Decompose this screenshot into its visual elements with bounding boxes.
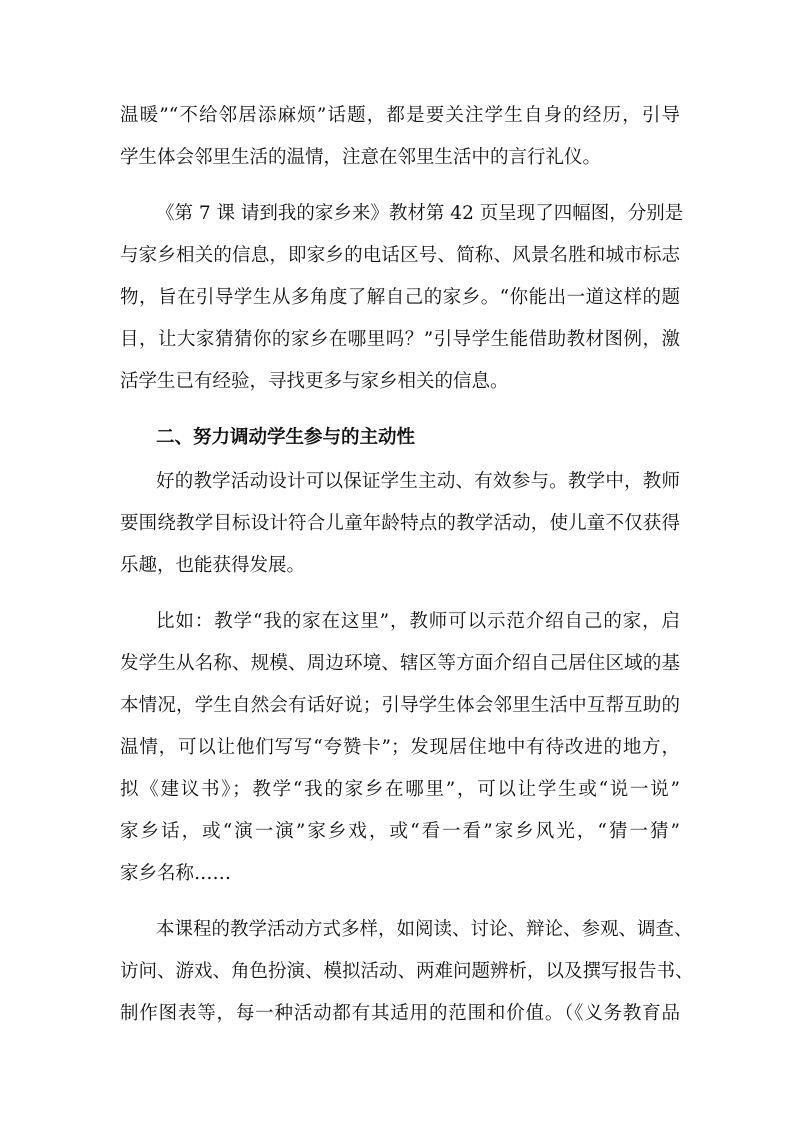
paragraph-line: 本情况，学生自然会有话好说；引导学生体会邻里生活中互帮互助的 [120, 695, 680, 716]
paragraph-line: 访问、游戏、角色扮演、模拟活动、两难问题辨析，以及撰写报告书、 [120, 961, 694, 982]
paragraph-line: 要围绕教学目标设计符合儿童年龄特点的教学活动，使儿童不仅获得 [120, 513, 680, 534]
paragraph-line: 制作图表等，每一种活动都有其适用的范围和价值。（《义务教育品 [120, 1003, 680, 1024]
paragraph-line: 活学生已有经验，寻找更多与家乡相关的信息。 [120, 371, 509, 392]
paragraph-line: 与家乡相关的信息，即家乡的电话区号、简称、风景名胜和城市标志 [120, 245, 680, 266]
paragraph-line: 物，旨在引导学生从多角度了解自己的家乡。“你能出一道这样的题 [120, 287, 680, 308]
paragraph-line: 目，让大家猜猜你的家乡在哪里吗？”引导学生能借助教材图例，激 [120, 329, 680, 350]
section-heading: 二、努力调动学生参与的主动性 [156, 427, 416, 448]
paragraph-line: 《第 7 课 请到我的家乡来》教材第 42 页呈现了四幅图，分别是 [156, 203, 684, 224]
paragraph-line: 家乡话，或“演一演”家乡戏，或“看一看”家乡风光，“猜一猜” [120, 821, 680, 842]
paragraph-line: 好的教学活动设计可以保证学生主动、有效参与。教学中，教师 [156, 471, 680, 492]
paragraph-line: 家乡名称…… [120, 863, 232, 884]
paragraph-line: 比如：教学“我的家在这里”，教师可以示范介绍自己的家，启 [156, 611, 680, 632]
paragraph-line: 温暖”“不给邻居添麻烦”话题，都是要关注学生自身的经历，引导 [120, 105, 680, 126]
paragraph-line: 拟《建议书》；教学“我的家乡在哪里”，可以让学生或“说一说” [120, 779, 680, 800]
paragraph-line: 学生体会邻里生活的温情，注意在邻里生活中的言行礼仪。 [120, 147, 602, 168]
paragraph-line: 温情，可以让他们写写“夸赞卡”；发现居住地中有待改进的地方， [120, 737, 680, 758]
paragraph-line: 本课程的教学活动方式多样，如阅读、讨论、辩论、参观、调查、 [156, 919, 693, 940]
paragraph-line: 发学生从名称、规模、周边环境、辖区等方面介绍自己居住区域的基 [120, 653, 680, 674]
paragraph-line: 乐趣，也能获得发展。 [120, 555, 306, 576]
